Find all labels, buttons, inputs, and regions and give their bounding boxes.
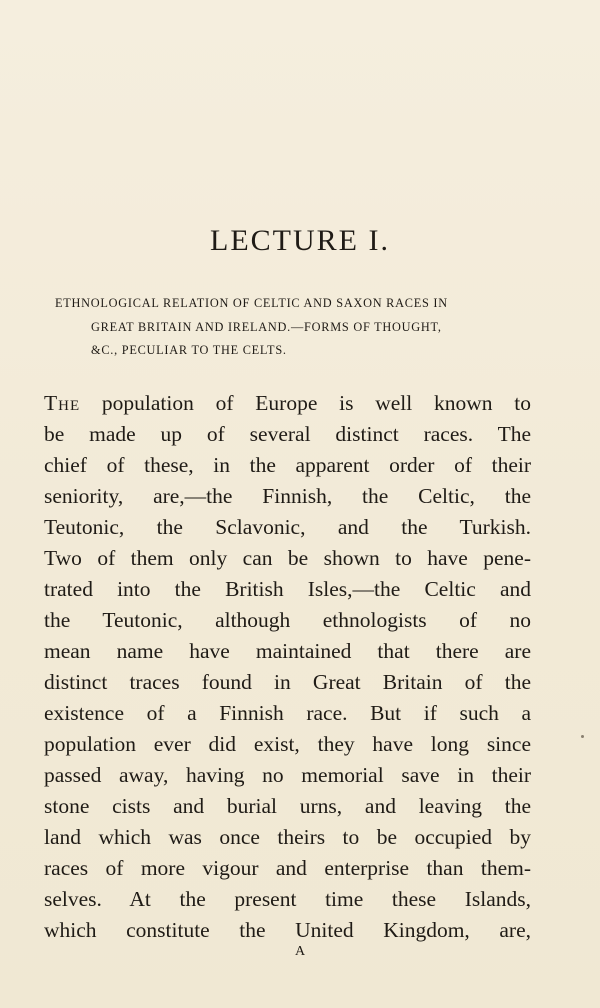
body-line: the Teutonic, although ethnologists of no — [44, 608, 531, 632]
body-line: be made up of several distinct races. The — [44, 422, 531, 446]
lead-word: The — [44, 391, 81, 415]
body-line: existence of a Finnish race. But if such a — [44, 701, 531, 725]
summary-line: GREAT BRITAIN AND IRELAND.—FORMS OF THOUGHT, — [91, 319, 442, 334]
summary-line: &C., PECULIAR TO THE CELTS. — [91, 343, 287, 357]
lecture-heading: LECTURE I. — [210, 224, 390, 257]
body-line: chief of these, in the apparent order of their — [44, 453, 531, 477]
body-line: Two of them only can be shown to have pene- — [44, 546, 531, 570]
chapter-summary — [55, 292, 529, 363]
body-line: races of more vigour and enterprise than them- — [44, 856, 531, 880]
body-line-text: population of Europe is well known to — [80, 391, 531, 415]
body-line: trated into the British Isles,—the Celtic and — [44, 577, 531, 601]
body-line: land which was once theirs to be occupied by — [44, 825, 531, 849]
body-line — [44, 388, 531, 419]
body-line: selves. At the present time these Islands, — [44, 887, 531, 911]
body-paragraph — [44, 388, 531, 946]
body-line: distinct traces found in Great Britain of the — [44, 670, 531, 694]
body-line: which constitute the United Kingdom, are, — [44, 918, 531, 942]
body-line: Teutonic, the Sclavonic, and the Turkish. — [44, 515, 531, 539]
paper-speck — [581, 735, 584, 738]
body-line: population ever did exist, they have long since — [44, 732, 531, 756]
signature-mark: A — [294, 944, 306, 959]
body-line: passed away, having no memorial save in their — [44, 763, 531, 787]
summary-line: ETHNOLOGICAL RELATION OF CELTIC AND SAXON RACES IN — [55, 296, 448, 310]
body-line: stone cists and burial urns, and leaving the — [44, 794, 531, 818]
body-line: mean name have maintained that there are — [44, 639, 531, 663]
body-line: seniority, are,—the Finnish, the Celtic, the — [44, 484, 531, 508]
